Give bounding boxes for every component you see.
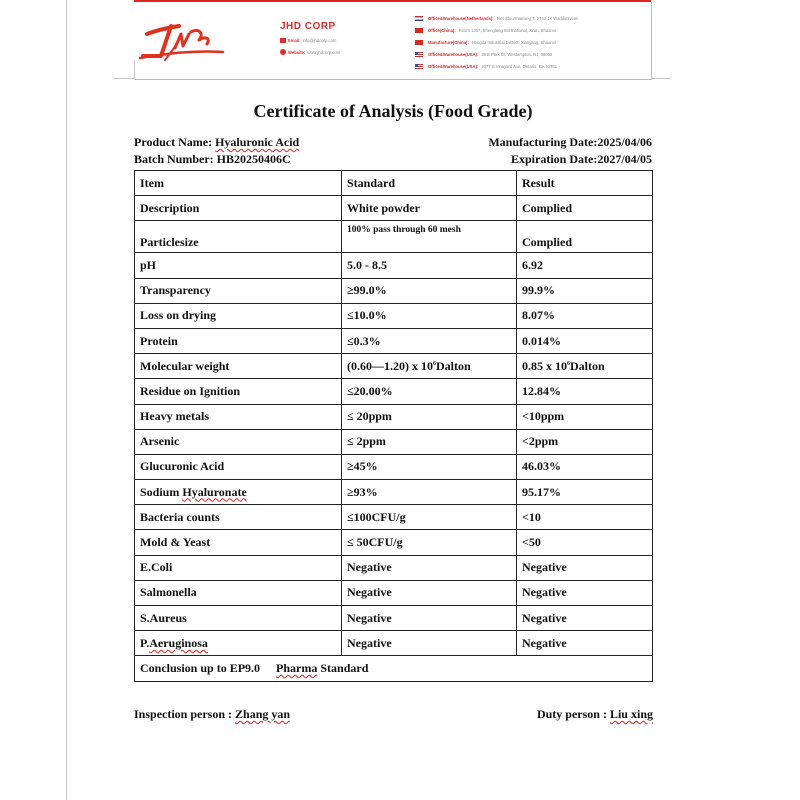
inspection-person: Inspection person : Zhang yan bbox=[134, 707, 291, 721]
table-row: Sodium Hyaluronate ≥93% 95.17% bbox=[135, 480, 653, 505]
column-header: Result bbox=[517, 171, 653, 196]
netherlands-flag-icon bbox=[415, 16, 423, 21]
table-row: Glucuronic Acid ≥45% 46.03% bbox=[135, 454, 653, 479]
column-header: Item bbox=[135, 171, 342, 196]
office-list bbox=[415, 12, 578, 72]
table-row: Residue on Ignition ≤20.00% 12.84% bbox=[135, 379, 653, 404]
china-flag-icon bbox=[415, 28, 423, 33]
usa-flag-icon bbox=[415, 64, 423, 69]
expiration-date: Expiration Date:2027/04/05 bbox=[511, 152, 652, 166]
china-flag-icon bbox=[415, 40, 423, 45]
meta-row bbox=[134, 135, 652, 150]
office-item: Office&Warehouse(USA): 2077 S Vinayard Ave, Ontario, CA 91761 bbox=[415, 60, 578, 72]
company-email: info@jhdcorp.com bbox=[302, 38, 337, 43]
usa-flag-icon bbox=[415, 52, 423, 57]
company-block: JHD CORP Email: info@jhdcorp.com Website: www.jhdcorp.com bbox=[280, 21, 341, 55]
table-header-row bbox=[135, 171, 653, 196]
meta-row bbox=[134, 152, 652, 167]
manufacturing-date: Manufacturing Date:2025/04/06 bbox=[488, 135, 652, 149]
table-row: S.Aureus Negative Negative bbox=[135, 606, 653, 631]
batch-number: Batch Number: HB20250406C bbox=[134, 152, 291, 166]
table-row: Arsenic ≤ 2ppm <2ppm bbox=[135, 429, 653, 454]
signature-row bbox=[134, 707, 653, 722]
table-row: E.Coli Negative Negative bbox=[135, 555, 653, 580]
email-icon bbox=[280, 38, 286, 43]
document-title: Certificate of Analysis (Food Grade) bbox=[253, 101, 533, 121]
table-row: Heavy metals ≤ 20ppm <10ppm bbox=[135, 404, 653, 429]
table-row: Transparency ≥99.0% 99.9% bbox=[135, 278, 653, 303]
inspection-person-name: Zhang yan bbox=[235, 707, 291, 721]
duty-person-name: Liu xing bbox=[609, 707, 653, 721]
table-row: Description White powder Complied bbox=[135, 196, 653, 221]
analysis-table bbox=[134, 170, 653, 682]
product-name-value: Hyaluronic Acid bbox=[215, 135, 300, 149]
table-row: Bacteria counts ≤100CFU/g <10 bbox=[135, 505, 653, 530]
expiration-date-value: 2027/04/05 bbox=[597, 152, 652, 166]
conclusion: Conclusion up to EP9.0 Pharma Standard bbox=[135, 656, 653, 681]
column-header: Standard bbox=[342, 171, 517, 196]
office-item: Office&Warehouse(Netherlands): Piet Stuurmanweg 7, 2742 JX Waddinxveen bbox=[415, 12, 578, 24]
table-row: Molecular weight (0.60—1.20) x $10^6Dalton$ 0.85 x $10^6Dalton$ bbox=[135, 354, 653, 379]
office-item: Manufacture(China): Hongda Industrial District, Xianyang, Shaanxi bbox=[415, 36, 578, 48]
manufacturing-date-value: 2025/04/06 bbox=[597, 135, 652, 149]
product-name: Product Name: Hyaluronic Acid bbox=[134, 135, 300, 149]
jhd-logo-icon bbox=[135, 14, 235, 69]
globe-icon bbox=[280, 49, 286, 55]
conclusion-row bbox=[135, 656, 653, 681]
table-row: Protein ≤0.3% 0.014% bbox=[135, 328, 653, 353]
table-row: Salmonella Negative Negative bbox=[135, 580, 653, 605]
table-row: Loss on drying ≤10.0% 8.07% bbox=[135, 303, 653, 328]
duty-person: Duty person : Liu xing bbox=[536, 707, 653, 721]
office-item: Office(China): Room 1307, Shenglang International, Xi'an, Shaanxi bbox=[415, 24, 578, 36]
table-row: pH 5.0 - 8.5 6.92 bbox=[135, 253, 653, 278]
office-item: Office&Warehouse(USA): 39 E Park Dr, Westampton, NJ, 08060 bbox=[415, 48, 578, 60]
company-website: www.jhdcorp.com bbox=[307, 49, 341, 55]
crop-mark bbox=[651, 78, 671, 79]
batch-number-value: HB20250406C bbox=[216, 152, 291, 166]
crop-mark bbox=[113, 78, 135, 79]
company-name: JHD CORP bbox=[280, 21, 336, 32]
table-row: Mold & Yeast ≤ 50CFU/g <50 bbox=[135, 530, 653, 555]
table-row: Particlesize 100% pass through 60 mesh Complied bbox=[135, 221, 653, 253]
page-edge bbox=[66, 0, 67, 800]
table-row: P.Aeruginosa Negative Negative bbox=[135, 631, 653, 656]
